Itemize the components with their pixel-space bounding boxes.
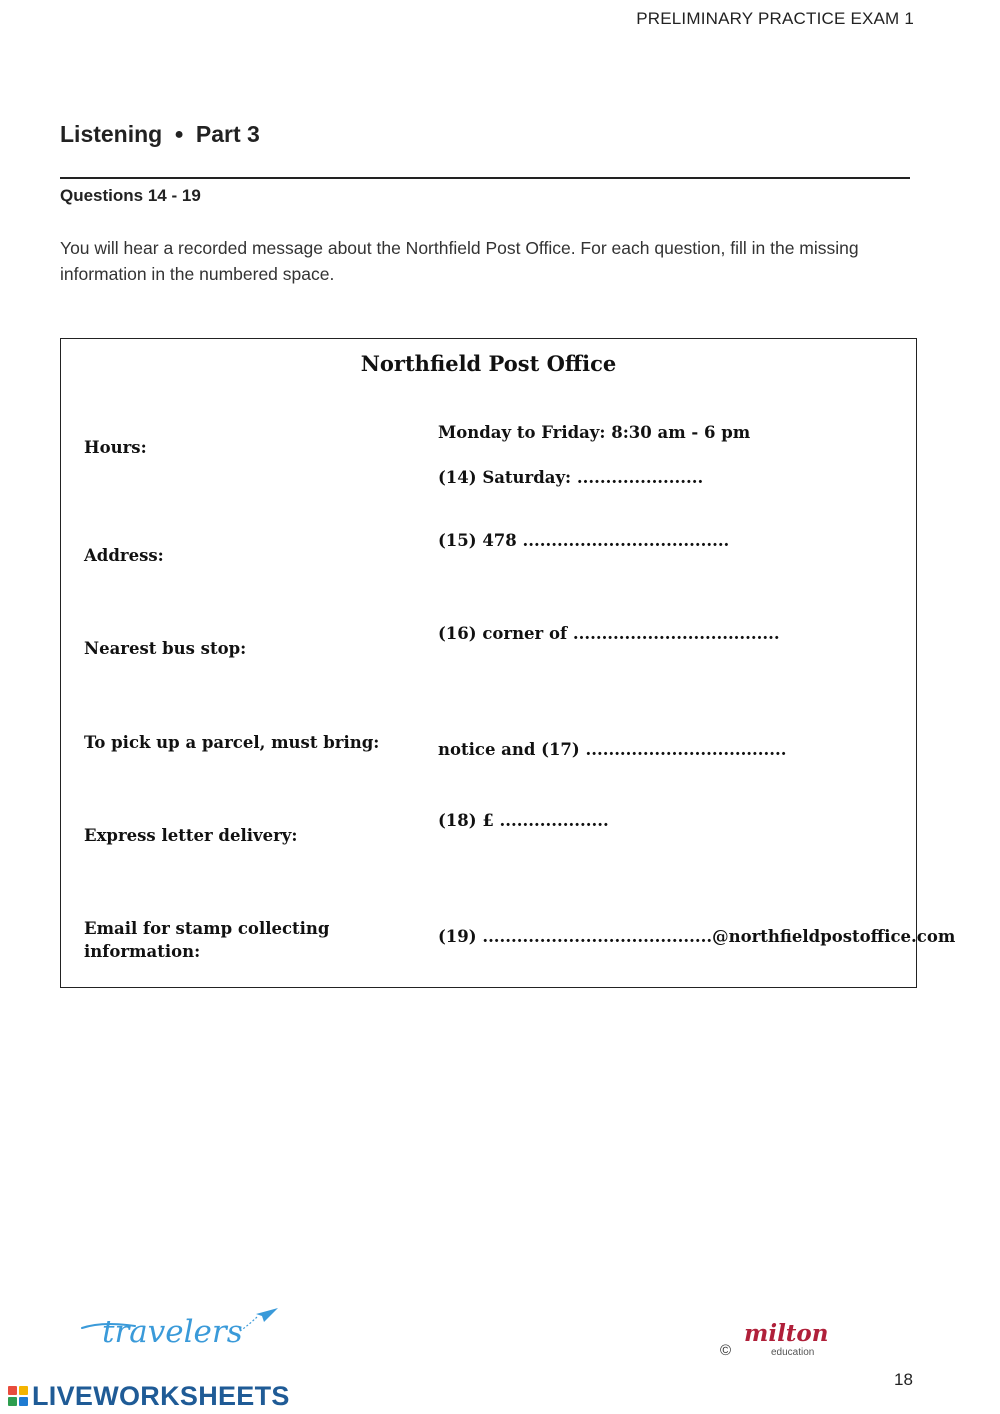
milton-logo-subtext: education xyxy=(771,1347,815,1358)
form-title: Northfield Post Office xyxy=(360,351,617,376)
instructions-text: You will hear a recorded message about the Northfield Post Office. For each question, fill in the missing information in the numbered space. xyxy=(60,238,859,284)
paper-plane-icon xyxy=(256,1308,278,1322)
title-divider xyxy=(60,177,910,179)
question-18-field[interactable]: (18) £ ................... xyxy=(438,811,609,830)
liveworksheets-logo-text: LIVEWORKSHEETS xyxy=(32,1380,290,1411)
page-number: 18 xyxy=(894,1370,913,1389)
hours-label: Hours: xyxy=(84,438,147,457)
exam-header-label: PRELIMINARY PRACTICE EXAM 1 xyxy=(636,9,914,28)
notes-form-box xyxy=(60,338,956,988)
parcel-label: To pick up a parcel, must bring: xyxy=(84,733,380,752)
bullet-separator: ● xyxy=(174,126,184,143)
milton-education-logo xyxy=(720,1320,830,1362)
hours-weekday-value: Monday to Friday: 8:30 am - 6 pm xyxy=(438,423,751,442)
express-label: Express letter delivery: xyxy=(84,826,298,845)
section-part: Part 3 xyxy=(195,121,260,147)
question-16-field[interactable]: (16) corner of .................................... xyxy=(438,624,780,643)
email-label: Email for stamp collecting information: xyxy=(84,919,330,961)
milton-logo-text: milton xyxy=(744,1320,829,1347)
liveworksheets-blocks-icon xyxy=(8,1386,28,1406)
liveworksheets-logo[interactable] xyxy=(8,1381,290,1411)
question-17-field[interactable]: notice and (17) ................................... xyxy=(438,740,787,759)
travelers-logo xyxy=(80,1306,280,1356)
copyright-symbol: © xyxy=(720,1342,732,1359)
question-14-field[interactable]: (14) Saturday: ...................... xyxy=(438,468,704,487)
travelers-logo-text: travelers xyxy=(102,1314,243,1350)
bus-stop-label: Nearest bus stop: xyxy=(84,639,247,658)
section-title xyxy=(60,121,260,148)
question-19-field[interactable]: (19) ........................................@northfieldpostoffice.com xyxy=(438,927,956,946)
address-label: Address: xyxy=(84,546,164,565)
section-name: Listening xyxy=(60,121,163,147)
question-15-field[interactable]: (15) 478 .................................... xyxy=(438,531,730,550)
questions-range-label: Questions 14 - 19 xyxy=(60,186,201,205)
